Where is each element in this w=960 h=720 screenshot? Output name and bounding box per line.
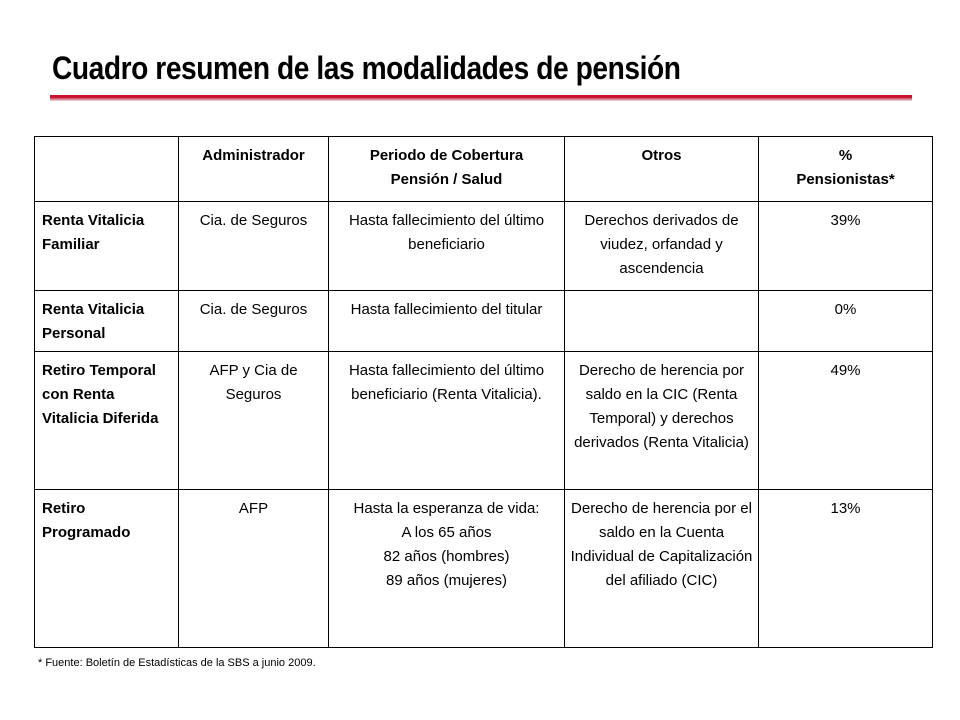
header-periodo	[329, 137, 565, 202]
row-administrador: AFP y Cia de Seguros	[179, 352, 329, 490]
source-footnote: * Fuente: Boletín de Estadísticas de la SBS a junio 2009.	[38, 657, 316, 669]
header-periodo-line1: Periodo de Cobertura	[369, 147, 524, 164]
row-periodo: Hasta fallecimiento del titular	[329, 291, 565, 352]
row-periodo: Hasta fallecimiento del último beneficiario (Renta Vitalicia).	[329, 352, 565, 490]
row-pct: 0%	[759, 291, 933, 352]
row-otros: Derecho de herencia por saldo en la CIC (Renta Temporal) y derechos derivados (Renta Vitalicia)	[565, 352, 759, 490]
row-pct: 13%	[759, 490, 933, 648]
periodo-line: A los 65 años	[401, 524, 492, 541]
periodo-line: Hasta la esperanza de vida:	[353, 500, 540, 517]
table-row	[35, 490, 933, 648]
table-row	[35, 202, 933, 291]
row-otros	[565, 291, 759, 352]
row-administrador: AFP	[179, 490, 329, 648]
row-pct: 49%	[759, 352, 933, 490]
header-otros: Otros	[565, 137, 759, 202]
row-modalidad: Renta Vitalicia Personal	[35, 291, 179, 352]
row-otros: Derechos derivados de viudez, orfandad y ascendencia	[565, 202, 759, 291]
title-underline	[50, 95, 912, 101]
header-empty	[35, 137, 179, 202]
page-title: Cuadro resumen de las modalidades de pensión	[52, 50, 681, 86]
row-administrador: Cia. de Seguros	[179, 291, 329, 352]
header-periodo-line2: Pensión / Salud	[390, 171, 503, 188]
row-pct: 39%	[759, 202, 933, 291]
table-row	[35, 291, 933, 352]
pension-summary-table	[34, 136, 933, 648]
row-otros: Derecho de herencia por el saldo en la Cuenta Individual de Capitalización del afiliado (CIC)	[565, 490, 759, 648]
table-row	[35, 352, 933, 490]
header-pct-line1: %	[838, 147, 853, 164]
row-administrador: Cia. de Seguros	[179, 202, 329, 291]
table-header-row	[35, 137, 933, 202]
row-periodo	[329, 490, 565, 648]
periodo-line: 82 años (hombres)	[383, 548, 510, 565]
row-modalidad: Renta Vitalicia Familiar	[35, 202, 179, 291]
row-periodo: Hasta fallecimiento del último beneficiario	[329, 202, 565, 291]
periodo-line: 89 años (mujeres)	[386, 572, 507, 589]
header-pct-line2: Pensionistas*	[796, 171, 895, 188]
row-modalidad: Retiro Programado	[35, 490, 179, 648]
row-modalidad: Retiro Temporal con Renta Vitalicia Diferida	[35, 352, 179, 490]
header-pensionistas	[759, 137, 933, 202]
header-administrador: Administrador	[179, 137, 329, 202]
